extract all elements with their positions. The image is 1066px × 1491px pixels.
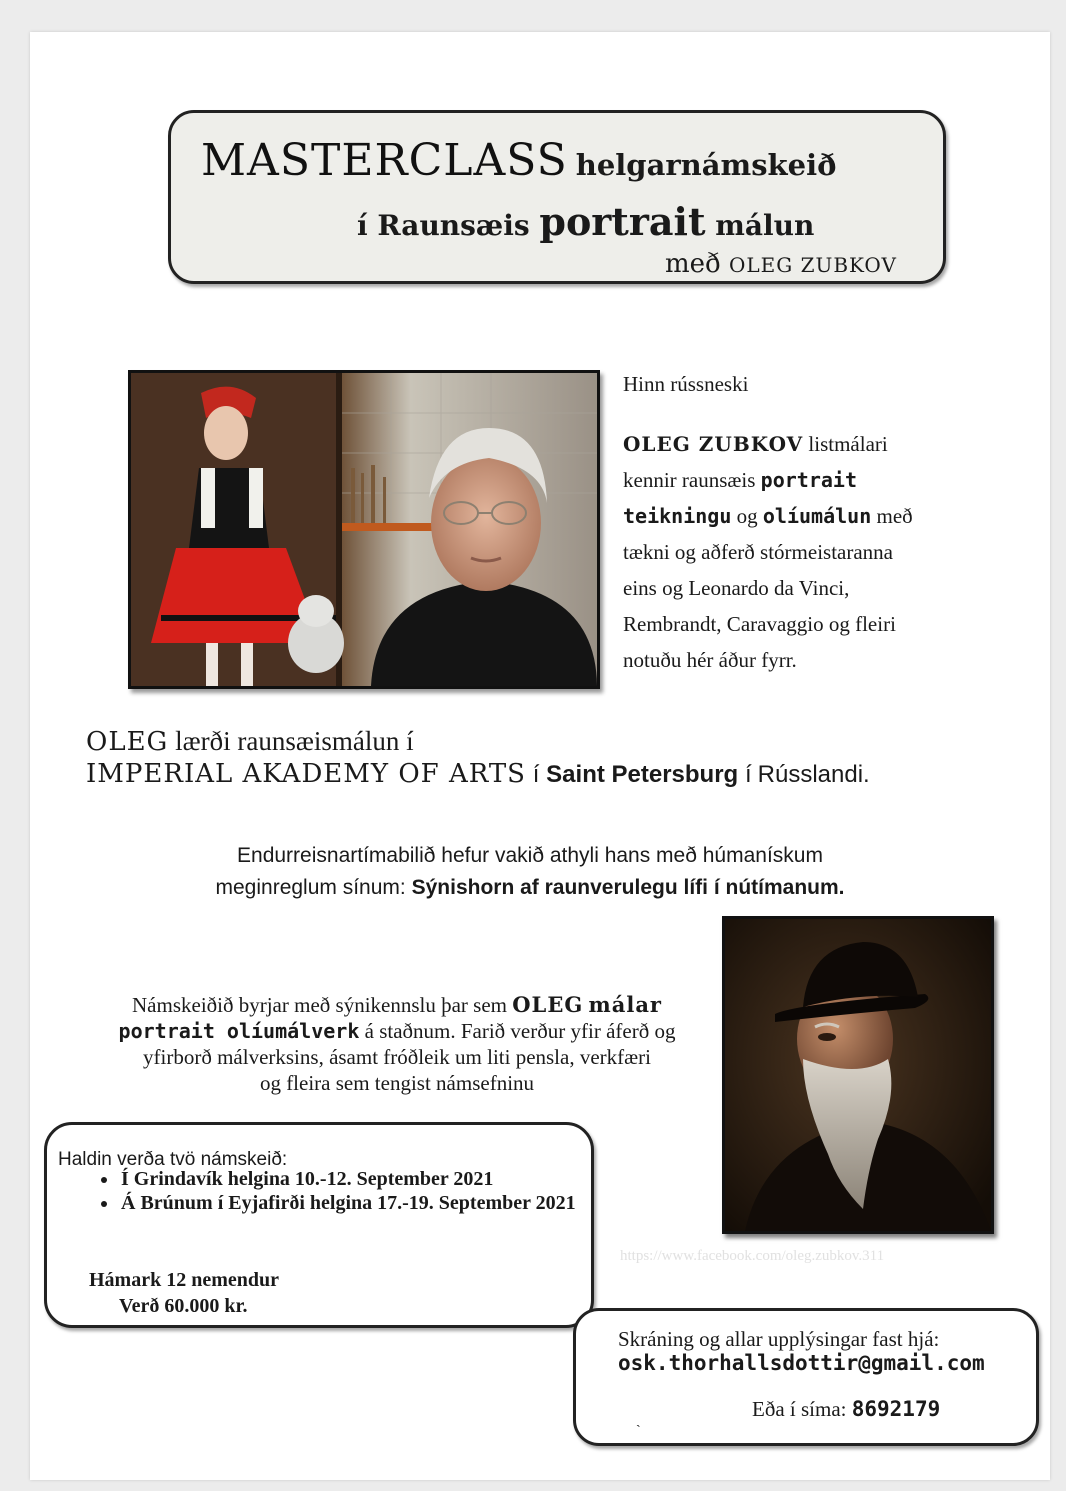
contact-phone[interactable]: 8692179 [851, 1397, 941, 1421]
renaissance-paragraph [140, 840, 920, 904]
intro-line-5: tækni og aðferð stórmeistaranna [623, 540, 894, 564]
flyer-page [30, 32, 1050, 1480]
title-line2-portrait: portrait [539, 199, 706, 244]
renaissance-line2-b: Sýnishorn af raunverulegu lífi í nútímanum. [411, 876, 845, 899]
title-box [168, 110, 946, 284]
intro-line-3 [623, 462, 953, 498]
title-line3-with: með [665, 249, 721, 279]
intro-with: með [876, 504, 913, 528]
study-line-2 [86, 758, 870, 789]
renaissance-line-1: Endurreisnartímabilið hefur vakið athyli hans með húmanískum [237, 844, 823, 867]
intro-line-6: eins og Leonardo da Vinci, [623, 576, 850, 600]
intro-teaches: kennir raunsæis [623, 468, 756, 492]
title-line2-c: málun [715, 209, 815, 242]
intro-line-8: notuðu hér áður fyrr. [623, 648, 797, 672]
contact-email[interactable]: osk.thorhallsdottir@gmail.com [618, 1351, 985, 1375]
study-line-1 [86, 726, 414, 757]
courses-max-students: Hámark 12 nemendur [89, 1269, 279, 1291]
intro-oil: olíumálun [762, 504, 872, 528]
course-paints: málar [588, 992, 662, 1017]
title-line2-a: í Raunsæis [357, 209, 530, 242]
title-masterclass: MASTERCLASS [201, 135, 568, 186]
intro-name: OLEG ZUBKOV [623, 432, 804, 456]
course-line-4: og fleira sem tengist námsefninu [259, 1071, 535, 1095]
contact-box [573, 1308, 1039, 1446]
title-weekend-course: helgarnámskeið [575, 148, 837, 182]
artist-with-painting-photo [128, 370, 600, 689]
contact-mark: ˏ [636, 1413, 641, 1428]
title-line-2 [357, 199, 814, 244]
portrait-painting-image [725, 919, 991, 1231]
intro-line-1: Hinn rússneski [623, 372, 749, 396]
study-city: Saint Petersburg [546, 761, 739, 788]
intro-line-2 [623, 426, 953, 462]
renaissance-line2-a: meginreglum sínum: [215, 876, 406, 899]
facebook-link[interactable]: https://www.facebook.com/oleg.zubkov.311 [620, 1248, 885, 1264]
intro-paragraph [623, 366, 953, 678]
course-a: Námskeiðið byrjar með sýnikennslu þar sem [132, 993, 508, 1017]
study-name: OLEG [86, 727, 169, 757]
intro-line-7: Rembrandt, Caravaggio og fleiri [623, 612, 896, 636]
study-academy: IMPERIAL AKADEMY OF ARTS [86, 759, 526, 789]
course-line-1 [88, 992, 706, 1018]
courses-price: Verð 60.000 kr. [119, 1295, 248, 1317]
course-name: OLEG [512, 992, 584, 1017]
contact-line-1: Skráning og allar upplýsingar fast hjá: [618, 1327, 940, 1351]
courses-box [44, 1122, 594, 1328]
course-description [88, 992, 706, 1096]
artist-photo-image [131, 373, 597, 686]
course-line-2 [88, 1018, 706, 1044]
courses-list [77, 1167, 579, 1215]
course-item: • Á Brúnum í Eyjafirði helgina 17.-19. September 2021 [119, 1191, 579, 1215]
contact-phone-label: Eða í síma: [752, 1397, 847, 1421]
renaissance-line-2 [140, 872, 920, 904]
title-line-1 [201, 135, 836, 186]
intro-artist: listmálari [808, 432, 888, 456]
study-country: Rússlandi. [757, 761, 870, 788]
intro-drawing: teikningu [623, 504, 732, 528]
intro-portrait: portrait [760, 468, 857, 492]
study-in-2: í [744, 761, 752, 788]
title-line-3 [665, 249, 897, 279]
study-in-1: í [532, 761, 540, 788]
course-b: á staðnum. Farið verður yfir áferð og [364, 1019, 676, 1043]
intro-and: og [736, 504, 758, 528]
bearded-man-portrait-painting [722, 916, 994, 1234]
title-line3-name: OLEG ZUBKOV [728, 253, 897, 277]
study-text: lærði raunsæismálun í [175, 726, 414, 756]
course-line-3: yfirborð málverksins, ásamt fróðleik um liti pensla, verkfæri [143, 1045, 651, 1069]
contact-phone-line [752, 1397, 940, 1422]
course-item: • Í Grindavík helgina 10.-12. September 2021 [119, 1167, 579, 1191]
courses-intro: Haldin verða tvö námskeið: [58, 1149, 288, 1170]
course-portrait: portrait olíumálverk [118, 1019, 360, 1043]
intro-line-4 [623, 498, 953, 534]
